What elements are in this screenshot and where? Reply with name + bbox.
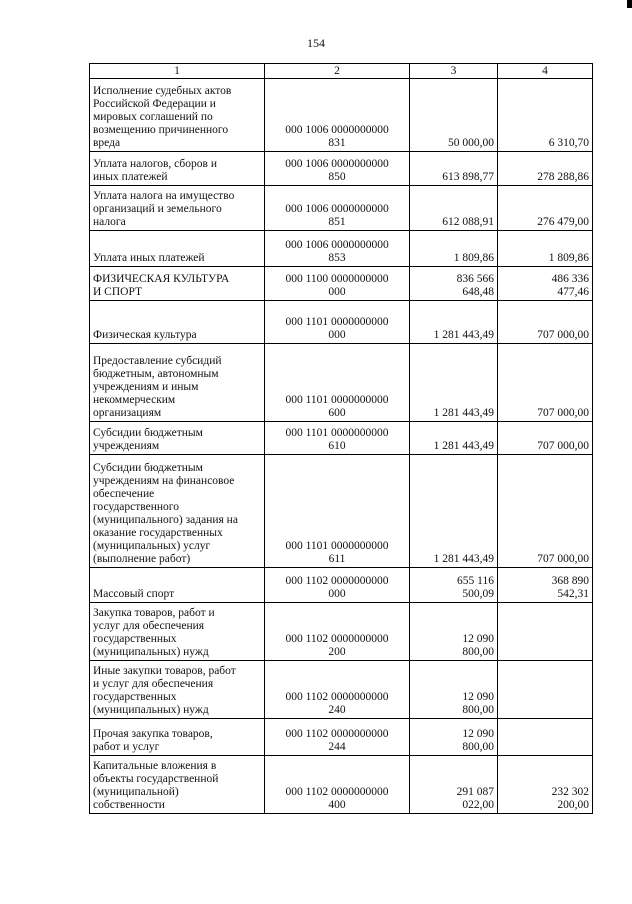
corner-mark xyxy=(627,0,632,8)
table-row xyxy=(90,267,593,301)
row-name: Уплата налогов, сборов и иных платежей xyxy=(90,152,265,186)
row-code: 000 1006 0000000000 853 xyxy=(265,231,410,267)
table-row xyxy=(90,344,593,422)
row-code: 000 1100 0000000000 000 xyxy=(265,267,410,301)
row-value-col4: 276 479,00 xyxy=(498,186,593,231)
row-name: Исполнение судебных актов Российской Федерации и мировых соглашений по возмещению причиненного вреда xyxy=(90,79,265,152)
row-code: 000 1102 0000000000 400 xyxy=(265,756,410,814)
header-col-4: 4 xyxy=(498,64,593,79)
row-name: Капитальные вложения в объекты государственной (муниципальной) собственности xyxy=(90,756,265,814)
row-value-col3: 12 090 800,00 xyxy=(410,661,498,719)
row-code: 000 1101 0000000000 600 xyxy=(265,344,410,422)
table-row xyxy=(90,756,593,814)
header-col-1: 1 xyxy=(90,64,265,79)
table-row xyxy=(90,186,593,231)
row-name: ФИЗИЧЕСКАЯ КУЛЬТУРА И СПОРТ xyxy=(90,267,265,301)
row-code: 000 1101 0000000000 610 xyxy=(265,422,410,455)
row-name: Уплата налога на имущество организаций и земельного налога xyxy=(90,186,265,231)
table-row xyxy=(90,422,593,455)
row-value-col3: 655 116 500,09 xyxy=(410,568,498,603)
row-value-col3: 613 898,77 xyxy=(410,152,498,186)
row-value-col3: 1 281 443,49 xyxy=(410,455,498,568)
row-value-col4 xyxy=(498,719,593,756)
row-value-col3: 50 000,00 xyxy=(410,79,498,152)
table-row xyxy=(90,231,593,267)
row-value-col4 xyxy=(498,603,593,661)
row-value-col4: 278 288,86 xyxy=(498,152,593,186)
page-number: 154 xyxy=(307,36,325,50)
table-row xyxy=(90,661,593,719)
row-code: 000 1102 0000000000 244 xyxy=(265,719,410,756)
row-value-col4: 232 302 200,00 xyxy=(498,756,593,814)
row-value-col4: 707 000,00 xyxy=(498,301,593,344)
header-col-3: 3 xyxy=(410,64,498,79)
row-value-col3: 12 090 800,00 xyxy=(410,719,498,756)
row-code: 000 1102 0000000000 240 xyxy=(265,661,410,719)
row-value-col3: 291 087 022,00 xyxy=(410,756,498,814)
row-value-col3: 1 809,86 xyxy=(410,231,498,267)
budget-table xyxy=(89,63,593,814)
row-name: Иные закупки товаров, работ и услуг для обеспечения государственных (муниципальных) нужд xyxy=(90,661,265,719)
table-header-row xyxy=(90,64,593,79)
table-row xyxy=(90,79,593,152)
row-name: Физическая культура xyxy=(90,301,265,344)
table-row xyxy=(90,152,593,186)
row-value-col4: 707 000,00 xyxy=(498,422,593,455)
row-name: Субсидии бюджетным учреждениям на финансовое обеспечение государственного (муниципального) задания на оказание государственных (муниципальных) услуг (выполнение работ) xyxy=(90,455,265,568)
row-code: 000 1006 0000000000 850 xyxy=(265,152,410,186)
row-value-col3: 1 281 443,49 xyxy=(410,301,498,344)
row-code: 000 1102 0000000000 200 xyxy=(265,603,410,661)
row-value-col3: 1 281 443,49 xyxy=(410,344,498,422)
table-row xyxy=(90,719,593,756)
row-value-col3: 836 566 648,48 xyxy=(410,267,498,301)
row-value-col4: 707 000,00 xyxy=(498,455,593,568)
row-value-col3: 12 090 800,00 xyxy=(410,603,498,661)
row-value-col4: 6 310,70 xyxy=(498,79,593,152)
row-value-col4: 368 890 542,31 xyxy=(498,568,593,603)
row-value-col3: 1 281 443,49 xyxy=(410,422,498,455)
table-row xyxy=(90,603,593,661)
row-code: 000 1006 0000000000 851 xyxy=(265,186,410,231)
header-col-2: 2 xyxy=(265,64,410,79)
row-name: Уплата иных платежей xyxy=(90,231,265,267)
row-value-col4: 707 000,00 xyxy=(498,344,593,422)
table-row xyxy=(90,455,593,568)
row-name: Массовый спорт xyxy=(90,568,265,603)
row-value-col4 xyxy=(498,661,593,719)
row-value-col4: 486 336 477,46 xyxy=(498,267,593,301)
table-body xyxy=(90,64,593,814)
row-name: Прочая закупка товаров, работ и услуг xyxy=(90,719,265,756)
row-value-col4: 1 809,86 xyxy=(498,231,593,267)
row-name: Субсидии бюджетным учреждениям xyxy=(90,422,265,455)
table-row xyxy=(90,301,593,344)
row-name: Предоставление субсидий бюджетным, автономным учреждениям и иным некоммерческим организациям xyxy=(90,344,265,422)
row-code: 000 1101 0000000000 000 xyxy=(265,301,410,344)
row-code: 000 1102 0000000000 000 xyxy=(265,568,410,603)
table-row xyxy=(90,568,593,603)
row-value-col3: 612 088,91 xyxy=(410,186,498,231)
row-code: 000 1006 0000000000 831 xyxy=(265,79,410,152)
row-name: Закупка товаров, работ и услуг для обеспечения государственных (муниципальных) нужд xyxy=(90,603,265,661)
row-code: 000 1101 0000000000 611 xyxy=(265,455,410,568)
